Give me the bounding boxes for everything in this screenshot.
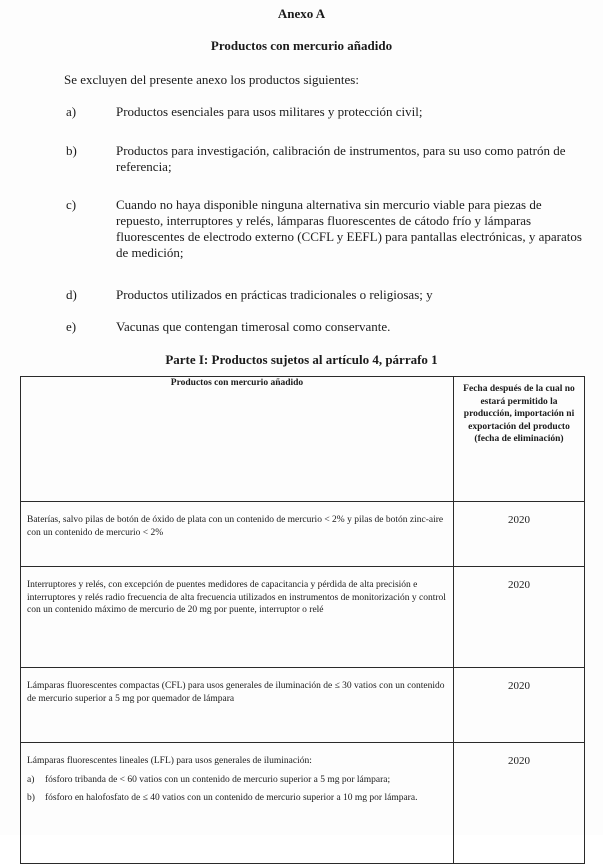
column-header-product: Productos con mercurio añadido xyxy=(21,377,454,502)
product-cell-text: Lámparas fluorescentes lineales (LFL) para usos generales de iluminación: xyxy=(27,756,312,766)
exclusion-text: Productos esenciales para usos militares y protección civil; xyxy=(116,104,423,119)
table-header-row xyxy=(21,377,585,502)
date-cell: 2020 xyxy=(454,567,585,668)
product-cell: Lámparas fluorescentes compactas (CFL) para usos generales de iluminación de ≤ 30 vatios con un contenido de mercurio superior a 5 mg por quemador de lámpara xyxy=(21,668,454,743)
table-row xyxy=(21,668,585,743)
exclusion-text: Vacunas que contengan timerosal como conservante. xyxy=(116,319,391,334)
annex-subtitle: Productos con mercurio añadido xyxy=(210,38,393,53)
sub-item-b xyxy=(27,792,447,805)
date-cell: 2020 xyxy=(454,502,585,567)
exclusion-letter: d) xyxy=(66,287,77,302)
annex-title: Anexo A xyxy=(277,6,326,21)
sub-item-a xyxy=(27,774,447,787)
exclusion-letter: a) xyxy=(66,104,77,119)
products-table xyxy=(20,376,585,864)
product-cell: Interruptores y relés, con excepción de puentes medidores de capacitancia y pérdida de alta precisión e interruptores y relés radio frecuencia de alta frecuencia utilizados en instrumentos de monitorización y control con un contenido máximo de mercurio de 20 mg por puente, interruptor o relé xyxy=(21,567,454,668)
exclusion-letter: e) xyxy=(66,319,77,334)
exclusion-letter: c) xyxy=(66,197,77,212)
product-cell-with-subitems xyxy=(21,743,454,864)
exclusion-text: Cuando no haya disponible ninguna alternativa sin mercurio viable para piezas de repuesto, interruptores y relés, lámparas fluorescentes de cátodo frío y lámparas fluorescentes de electrodo externo (CCFL y EEFL) para pantallas electrónicas, y aparatos de medición; xyxy=(116,197,582,260)
part-title: Parte I: Productos sujetos al artículo 4, párrafo 1 xyxy=(165,352,438,367)
sub-item-text: fósforo en halofosfato de ≤ 40 vatios con un contenido de mercurio superior a 10 mg por lámpara. xyxy=(45,793,418,803)
exclusion-text: Productos utilizados en prácticas tradicionales o religiosas; y xyxy=(116,287,433,302)
sub-item-letter: a) xyxy=(27,774,35,785)
intro-paragraph: Se excluyen del presente anexo los productos siguientes: xyxy=(64,72,359,87)
sub-item-letter: b) xyxy=(27,793,35,803)
table-row xyxy=(21,502,585,567)
product-cell: Baterías, salvo pilas de botón de óxido de plata con un contenido de mercurio < 2% y pilas de botón zinc-aire con un contenido de mercurio < 2% xyxy=(21,502,454,567)
exclusion-text: Productos para investigación, calibración de instrumentos, para su uso como patrón de referencia; xyxy=(116,143,566,174)
sub-item-text: fósforo tribanda de < 60 vatios con un contenido de mercurio superior a 5 mg por lámpara; xyxy=(45,774,391,785)
date-cell: 2020 xyxy=(454,668,585,743)
table-row xyxy=(21,743,585,864)
date-cell: 2020 xyxy=(454,743,585,864)
table-row xyxy=(21,567,585,668)
column-header-date: Fecha después de la cual no estará permitido la producción, importación ni exportación del producto (fecha de eliminación) xyxy=(454,377,585,502)
exclusion-letter: b) xyxy=(66,143,77,158)
